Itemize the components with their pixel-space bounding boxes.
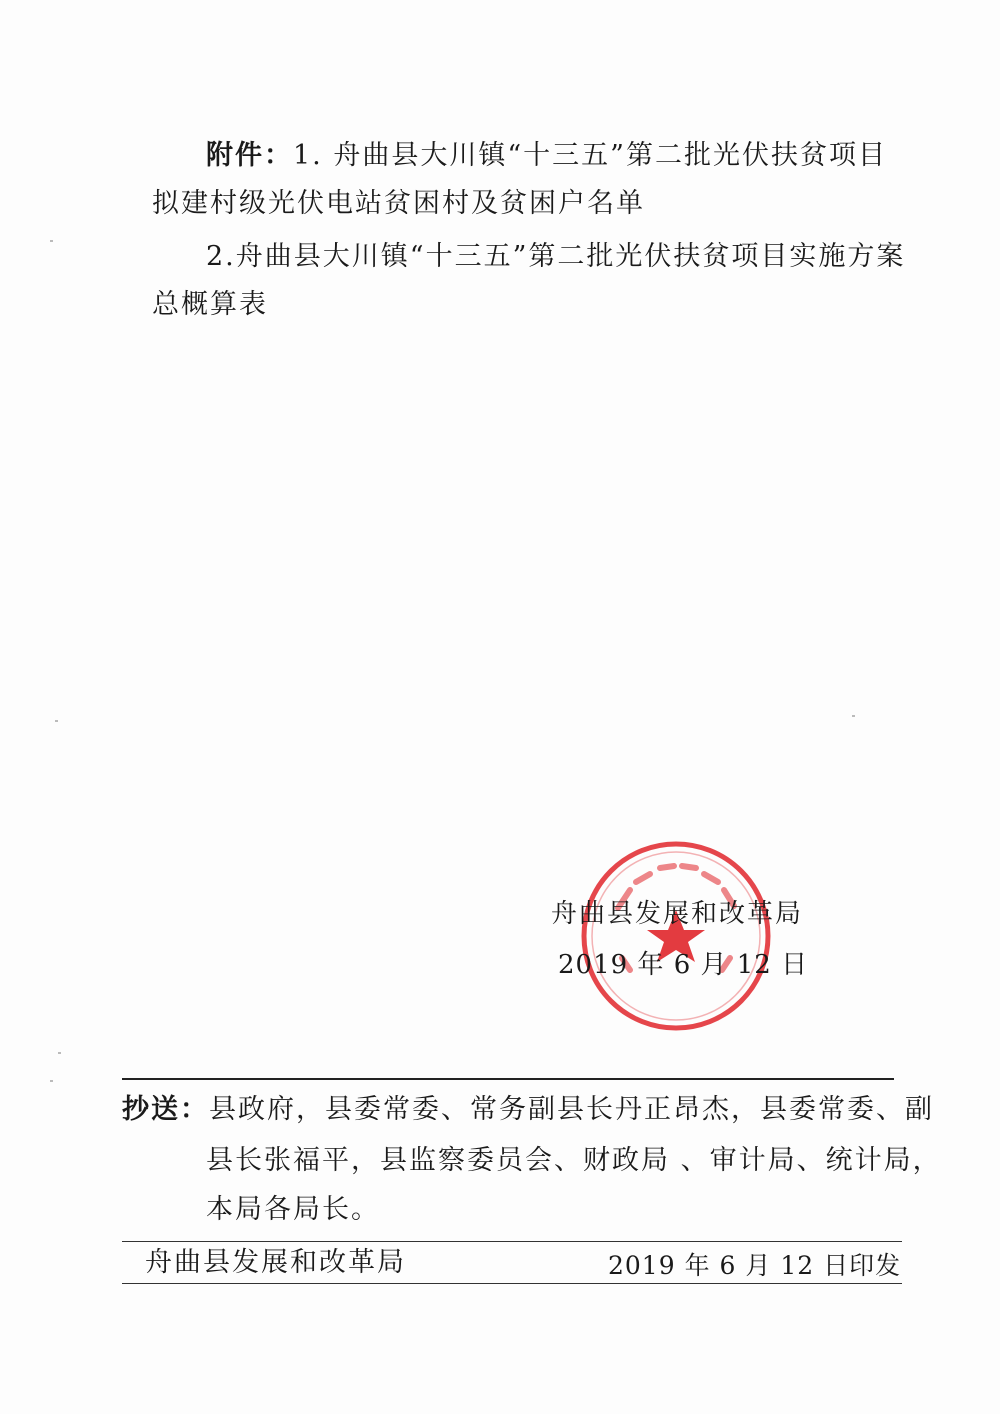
cc-line-2: 县长张福平，县监察委员会、财政局 、审计局、统计局，	[206, 1145, 942, 1176]
scan-speck	[50, 240, 53, 242]
cc-label: 抄送：	[122, 1094, 209, 1125]
attachment-item-2-line-2: 总概算表	[152, 289, 268, 320]
scan-speck	[50, 1080, 53, 1082]
footer-top-rule	[122, 1241, 902, 1242]
footer-bottom-rule	[122, 1283, 902, 1284]
signature-date: 2019 年 6 月 12 日	[558, 950, 809, 980]
cc-top-rule	[122, 1078, 894, 1080]
cc-line-1	[122, 1093, 934, 1127]
scan-speck	[58, 1052, 61, 1054]
cc-line-3: 本局各局长。	[206, 1194, 380, 1225]
footer-issuer: 舟曲县发展和改革局	[145, 1247, 406, 1278]
attachment-item-2-line-1: 2.舟曲县大川镇“十三五”第二批光伏扶贫项目实施方案	[206, 241, 906, 272]
attachment-item-1-line-2: 拟建村级光伏电站贫困村及贫困户名单	[152, 188, 645, 219]
attachments-label: 附件：	[206, 140, 293, 171]
signature-organization: 舟曲县发展和改革局	[551, 899, 804, 929]
scan-speck	[55, 720, 58, 722]
footer-issue-date: 2019 年 6 月 12 日印发	[608, 1251, 902, 1280]
scan-speck	[852, 715, 855, 717]
attachment-item-1-text: 1. 舟曲县大川镇“十三五”第二批光伏扶贫项目	[293, 140, 887, 171]
cc-text-1: 县政府，县委常委、常务副县长丹正昂杰，县委常委、副	[209, 1094, 934, 1125]
attachment-item-1-line-1	[206, 139, 887, 173]
official-seal	[578, 838, 774, 1034]
